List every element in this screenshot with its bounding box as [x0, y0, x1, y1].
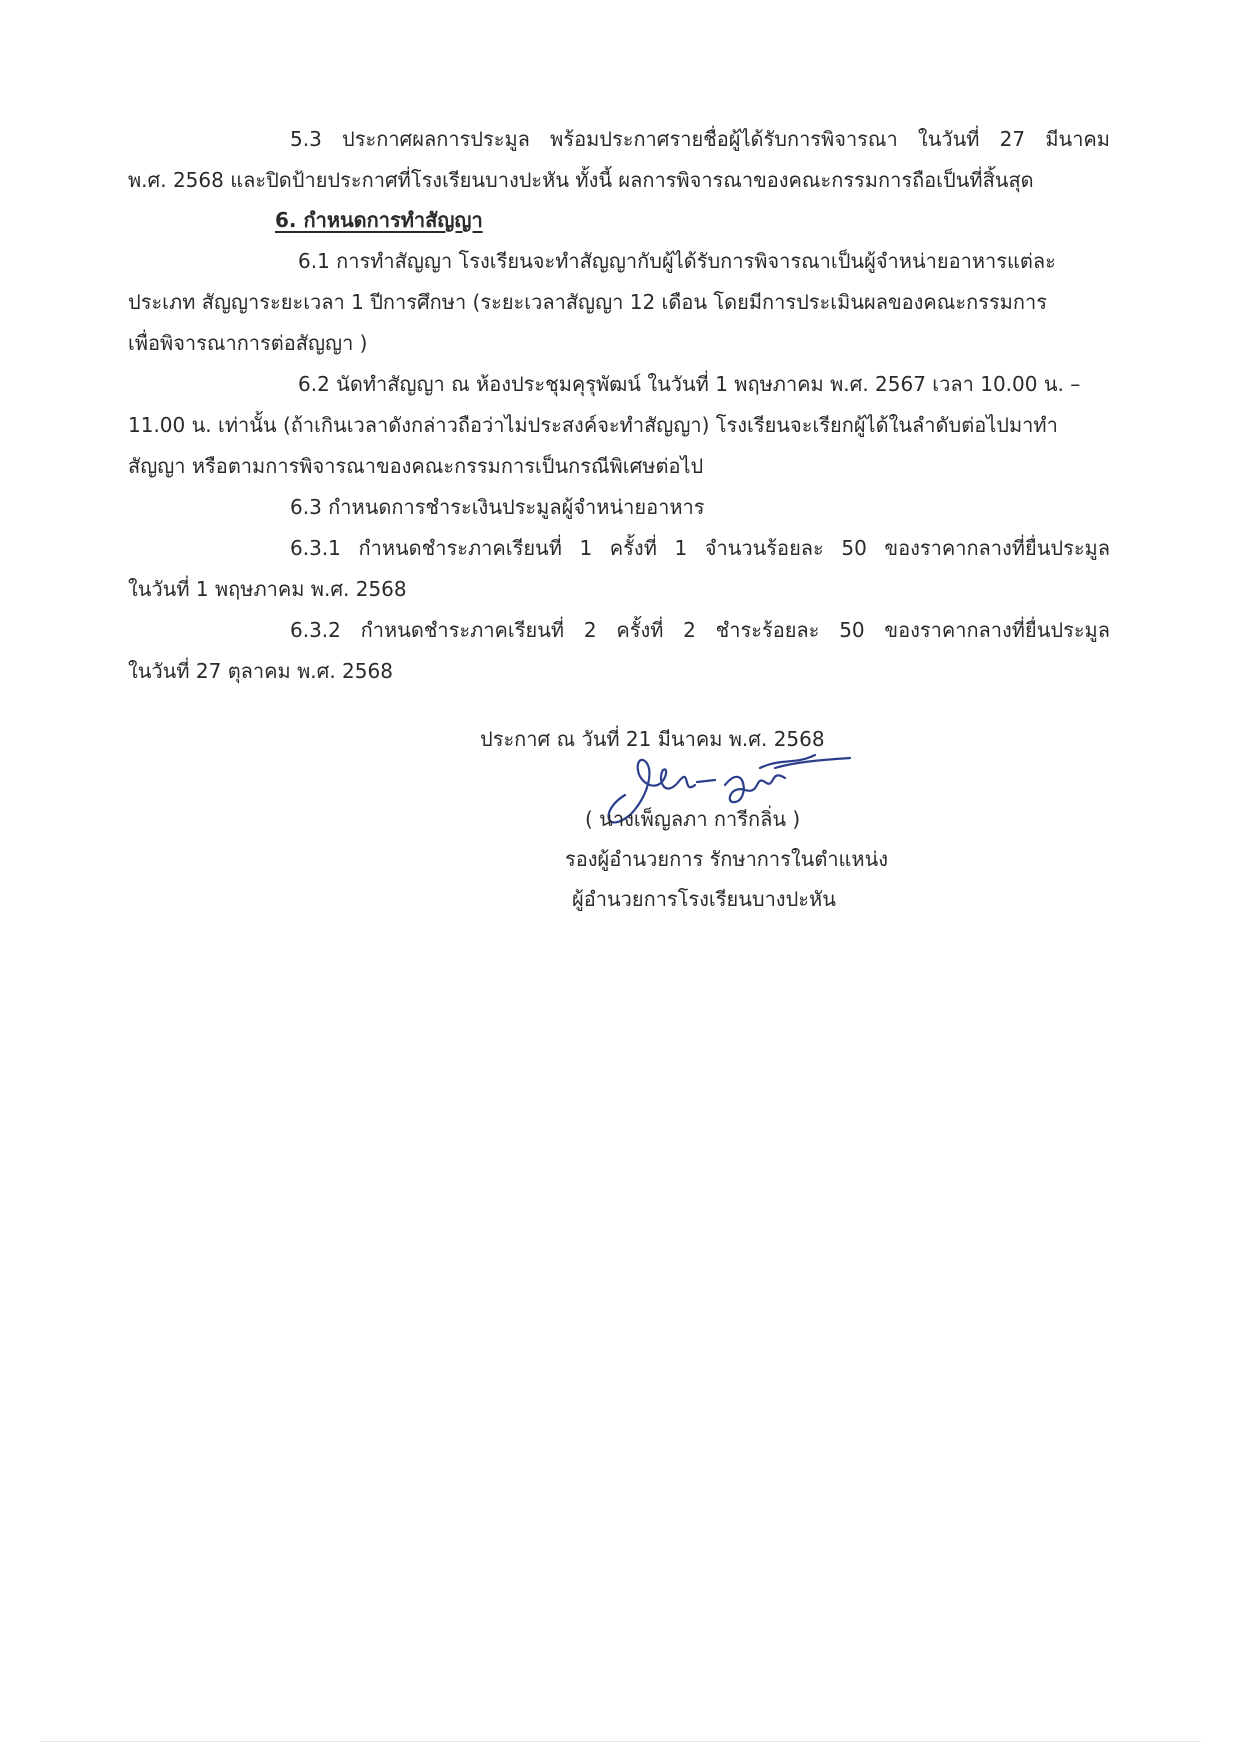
item-6-1-line-2: ประเภท สัญญาระยะเวลา 1 ปีการศึกษา (ระยะเวลาสัญญา 12 เดือน โดยมีการประเมินผลของคณะกรรมการ — [128, 290, 1047, 314]
item-6-2-line-3: สัญญา หรือตามการพิจารณาของคณะกรรมการเป็นกรณีพิเศษต่อไป — [128, 454, 704, 478]
item-6-1-line-3: เพื่อพิจารณาการต่อสัญญา ) — [128, 331, 368, 355]
item-6-3-2-line-2: ในวันที่ 27 ตุลาคม พ.ศ. 2568 — [128, 659, 393, 683]
announcement-date: ประกาศ ณ วันที่ 21 มีนาคม พ.ศ. 2568 — [480, 727, 825, 751]
page-bottom-rule — [40, 1741, 1201, 1742]
item-6-2-line-2: 11.00 น. เท่านั้น (ถ้าเกินเวลาดังกล่าวถือว่าไม่ประสงค์จะทำสัญญา) โรงเรียนจะเรียกผู้ได้ในลำดับต่อไปมาทำ — [128, 413, 1058, 437]
item-6-3-2-line-1: 6.3.2 กำหนดชำระภาคเรียนที่ 2 ครั้งที่ 2 ชำระร้อยละ 50 ของราคากลางที่ยื่นประมูล — [290, 618, 1110, 642]
signature-stroke-3 — [725, 775, 785, 802]
section-5-3-line-2: พ.ศ. 2568 และปิดป้ายประกาศที่โรงเรียนบางปะหัน ทั้งนี้ ผลการพิจารณาของคณะกรรมการถือเป็นที่สิ้นสุด — [128, 168, 1034, 192]
item-6-3-1-line-1: 6.3.1 กำหนดชำระภาคเรียนที่ 1 ครั้งที่ 1 จำนวนร้อยละ 50 ของราคากลางที่ยื่นประมูล — [290, 536, 1110, 560]
signature-stroke-2 — [697, 780, 715, 782]
item-6-2-line-1: 6.2 นัดทำสัญญา ณ ห้องประชุมคุรุพัฒน์ ในวันที่ 1 พฤษภาคม พ.ศ. 2567 เวลา 10.00 น. – — [298, 372, 1081, 396]
item-6-3-1-line-2: ในวันที่ 1 พฤษภาคม พ.ศ. 2568 — [128, 577, 407, 601]
signer-position-2: ผู้อำนวยการโรงเรียนบางปะหัน — [572, 887, 836, 911]
item-6-1-line-1: 6.1 การทำสัญญา โรงเรียนจะทำสัญญากับผู้ได้รับการพิจารณาเป็นผู้จำหน่ายอาหารแต่ละ — [298, 249, 1056, 273]
signer-position-1: รองผู้อำนวยการ รักษาการในตำแหน่ง — [565, 847, 889, 871]
item-6-3-line-1: 6.3 กำหนดการชำระเงินประมูลผู้จำหน่ายอาหาร — [290, 495, 705, 519]
section-5-3-line-1: 5.3 ประกาศผลการประมูล พร้อมประกาศรายชื่อผู้ได้รับการพิจารณา ในวันที่ 27 มีนาคม — [290, 127, 1110, 151]
signer-name: ( นางเพ็ญลภา การีกลิ่น ) — [585, 807, 801, 831]
section-6-heading: 6. กำหนดการทำสัญญา — [275, 208, 483, 232]
signature-stroke-5 — [775, 758, 850, 768]
